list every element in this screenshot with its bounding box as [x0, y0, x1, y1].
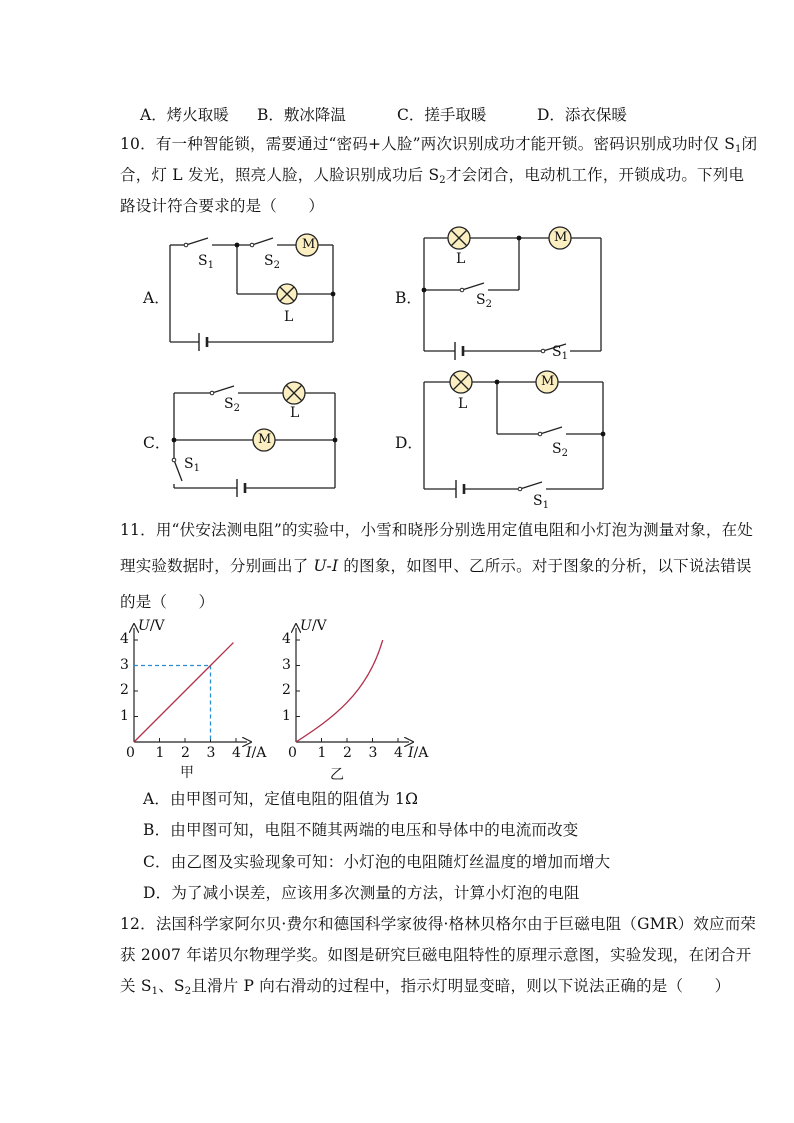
lamp-d-label: L — [458, 396, 468, 412]
lamp-b-label: L — [456, 251, 466, 267]
q11-line-2: 理实验数据时，分别画出了 U-I 的图象，如图甲、乙所示。对于图象的分析，以下说法错误 — [120, 557, 752, 575]
y-tick-label: 2 — [282, 682, 291, 698]
circuit-a-label: A． — [143, 289, 170, 307]
x-tick-label: 1 — [317, 745, 327, 761]
q9-option-c: C．搓手取暖 — [397, 106, 487, 124]
switch-b-s2-label: $S_2$ — [476, 292, 492, 310]
q9-option-a: A．烤火取暖 — [140, 106, 229, 124]
q10-line-1: 10．有一种智能锁，需要通过“密码+人脸”两次识别成功才能开锁。密码识别成功时仅 $S_1$闭 — [120, 135, 758, 155]
lamp-a-label: L — [284, 309, 294, 325]
x-tick-label: 3 — [368, 745, 378, 761]
y-tick-label: 1 — [120, 707, 129, 724]
motor-b-label: M — [554, 230, 568, 245]
graph-yi — [296, 628, 409, 742]
q9-option-d: D．添衣保暖 — [537, 106, 627, 124]
graph-yi-curve — [296, 640, 383, 742]
q12-line-2: 获 2007 年诺贝尔物理学奖。如图是研究巨磁电阻特性的原理示意图，实验发现，在闭合开 — [120, 946, 752, 964]
q10-line-3: 路设计符合要求的是（ ） — [120, 197, 325, 215]
circuit-d-label: D． — [395, 434, 423, 452]
y-tick-label: 3 — [120, 656, 129, 673]
motor-c-label: M — [258, 432, 272, 447]
lamp-c-label: L — [290, 405, 300, 421]
y-tick-label: 1 — [282, 707, 291, 724]
switch-d-s1-label: $S_1$ — [533, 493, 549, 511]
x-tick-label: 1 — [155, 745, 165, 761]
q12-line-3: 关 $S_1$、$S_2$且滑片 P 向右滑动的过程中，指示灯明显变暗，则以下说法正确的是（ ） — [120, 977, 731, 997]
circuit-c-label: C． — [143, 434, 171, 452]
y-tick-label: 4 — [120, 631, 129, 647]
motor-a-label: M — [302, 237, 316, 252]
graph-yi-ylabel: U/V — [300, 618, 327, 634]
graph-yi-caption: 乙 — [330, 767, 344, 783]
switch-b-s1-label: $S_1$ — [552, 344, 568, 362]
origin-label: 0 — [288, 745, 297, 761]
switch-d-s2-label: $S_2$ — [552, 441, 568, 459]
q10-line-2: 合，灯 L 发光，照亮人脸，人脸识别成功后 $S_2$才会闭合，电动机工作，开锁成功。下列电 — [120, 166, 745, 186]
graph-yi-xlabel: I/A — [408, 745, 429, 761]
graph-jia — [134, 628, 247, 742]
x-tick-label: 4 — [232, 745, 241, 761]
q12-line-1: 12．法国科学家阿尔贝·费尔和德国科学家彼得·格林贝格尔由于巨磁电阻（GMR）效应而荣 — [120, 915, 757, 933]
q11-line-3: 的是（ ） — [120, 593, 215, 611]
circuit-b-label: B． — [395, 289, 422, 307]
q11-line-1: 11．用“伏安法测电阻”的实验中，小雪和晓彤分别选用定值电阻和小灯泡为测量对象，在处 — [120, 521, 753, 539]
x-tick-label: 2 — [343, 745, 352, 761]
switch-c-s2-label: $S_2$ — [224, 396, 240, 414]
motor-d-label: M — [541, 374, 555, 389]
graph-jia-xlabel: I/A — [246, 745, 267, 761]
origin-label: 0 — [126, 745, 135, 761]
q9-option-b: B．敷冰降温 — [257, 106, 346, 124]
q11-option-a: A．由甲图可知，定值电阻的阻值为 1Ω — [143, 790, 419, 808]
y-tick-label: 3 — [282, 656, 291, 673]
graph-jia-ylabel: U/V — [138, 618, 165, 634]
q11-option-b: B．由甲图可知，电阻不随其两端的电压和导体中的电流而改变 — [143, 821, 579, 839]
x-tick-label: 2 — [181, 745, 190, 761]
switch-c-s1-label: $S_1$ — [184, 456, 200, 474]
x-tick-label: 4 — [394, 745, 403, 761]
q11-option-d: D．为了减小误差，应该用多次测量的方法，计算小灯泡的电阻 — [143, 884, 580, 902]
x-tick-label: 3 — [206, 745, 216, 761]
y-tick-label: 2 — [120, 682, 129, 698]
switch-a-s2-label: $S_2$ — [264, 253, 280, 271]
q11-option-c: C．由乙图及实验现象可知：小灯泡的电阻随灯丝温度的增加而增大 — [143, 853, 611, 871]
y-tick-label: 4 — [282, 631, 291, 647]
switch-a-s1-label: $S_1$ — [198, 253, 214, 271]
graph-jia-caption: 甲 — [180, 765, 194, 781]
graph-jia-line — [134, 643, 233, 742]
